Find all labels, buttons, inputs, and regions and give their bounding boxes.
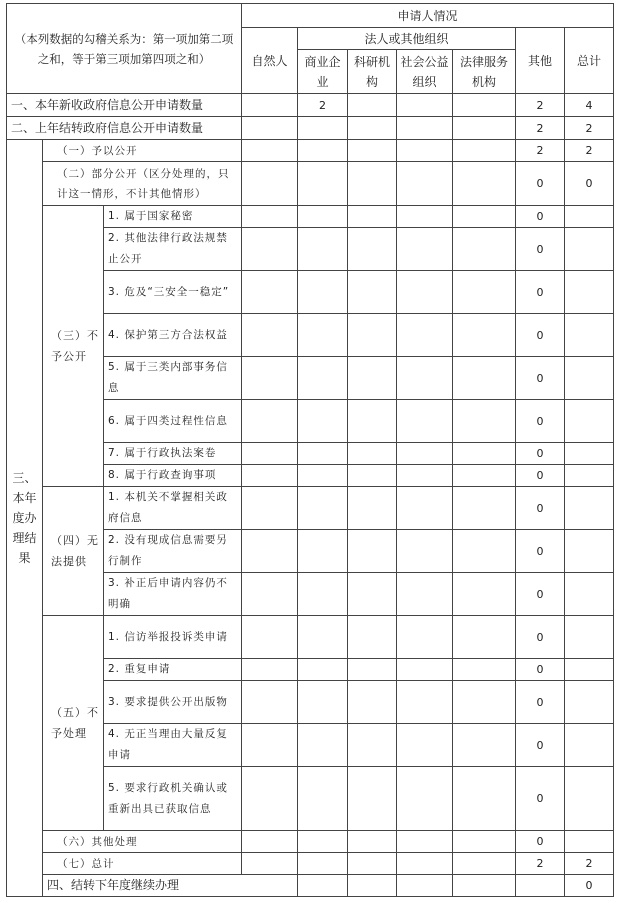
- cell-natural: [242, 314, 298, 357]
- cell-legal: [453, 400, 516, 443]
- cell-commercial: [348, 875, 397, 897]
- cell-legal: [453, 228, 516, 271]
- cell-natural: [242, 162, 298, 206]
- row-other-processing: [7, 831, 614, 853]
- cell-research: [348, 443, 397, 465]
- cell-research: [397, 875, 453, 897]
- cell-commercial: [298, 117, 348, 140]
- cell-natural: [242, 831, 298, 853]
- cell-natural: [242, 530, 298, 573]
- cell-legal: [453, 117, 516, 140]
- cell-other: 0: [516, 206, 565, 228]
- cell-social: [397, 206, 453, 228]
- group-unable-label: （四）无法提供: [43, 487, 104, 616]
- cell-legal: [453, 443, 516, 465]
- cell-social: [397, 659, 453, 681]
- cell-commercial: [298, 465, 348, 487]
- cell-research: [348, 206, 397, 228]
- cell-natural: [242, 724, 298, 767]
- cell-legal: [453, 767, 516, 831]
- cell-natural: [242, 443, 298, 465]
- cell-natural: [242, 487, 298, 530]
- cell-social: [397, 94, 453, 117]
- cell-other: 0: [516, 465, 565, 487]
- row-label: 3. 危及“三安全一稳定”: [104, 271, 242, 314]
- cell-commercial: [298, 487, 348, 530]
- total-header: 总计: [565, 28, 614, 94]
- cell-research: [348, 357, 397, 400]
- cell-natural: [242, 228, 298, 271]
- cell-total: 0: [565, 162, 614, 206]
- cell-commercial: [298, 573, 348, 616]
- cell-research: [348, 140, 397, 162]
- cell-natural: [242, 271, 298, 314]
- research-header: 科研机构: [348, 50, 397, 94]
- cell-commercial: [298, 228, 348, 271]
- cell-other: 0: [516, 314, 565, 357]
- cell-total: 4: [565, 94, 614, 117]
- row-disclosed: [7, 140, 614, 162]
- cell-commercial: [298, 724, 348, 767]
- cell-legal: [453, 724, 516, 767]
- cell-legal: [453, 357, 516, 400]
- cell-social: [397, 724, 453, 767]
- cell-research: [348, 681, 397, 724]
- cell-natural: [242, 853, 298, 875]
- cell-total: [565, 443, 614, 465]
- cell-total: [565, 573, 614, 616]
- cell-social: [397, 400, 453, 443]
- cell-research: [348, 659, 397, 681]
- cell-other: 0: [516, 659, 565, 681]
- cell-other: 0: [516, 831, 565, 853]
- cell-social: [397, 487, 453, 530]
- cell-legal: [453, 681, 516, 724]
- note-cell: （本列数据的勾稽关系为：第一项加第二项之和，等于第三项加第四项之和）: [7, 4, 242, 94]
- row-section-total: [7, 853, 614, 875]
- row-partially-disclosed: [7, 162, 614, 206]
- cell-legal: [453, 616, 516, 659]
- cell-natural: [298, 875, 348, 897]
- cell-total: 2: [565, 853, 614, 875]
- cell-social: [397, 228, 453, 271]
- cell-research: [348, 117, 397, 140]
- row-new-requests: [7, 94, 614, 117]
- legal-org-header: 法人或其他组织: [298, 28, 516, 50]
- cell-natural: [242, 616, 298, 659]
- row-not-processed-1: [7, 616, 614, 659]
- cell-commercial: [298, 530, 348, 573]
- cell-other: 0: [516, 443, 565, 465]
- cell-other: 0: [516, 162, 565, 206]
- cell-total: [565, 271, 614, 314]
- other-header: 其他: [516, 28, 565, 94]
- cell-other: 0: [565, 875, 614, 897]
- cell-total: [565, 831, 614, 853]
- row-label: 1. 属于国家秘密: [104, 206, 242, 228]
- row-label: 8. 属于行政查询事项: [104, 465, 242, 487]
- cell-total: [565, 465, 614, 487]
- cell-other: 2: [516, 94, 565, 117]
- cell-total: [565, 314, 614, 357]
- cell-other: 0: [516, 357, 565, 400]
- cell-social: [397, 357, 453, 400]
- cell-other: 0: [516, 487, 565, 530]
- cell-legal: [453, 831, 516, 853]
- cell-total: 2: [565, 117, 614, 140]
- cell-other: 0: [516, 530, 565, 573]
- cell-legal: [453, 162, 516, 206]
- cell-social: [397, 767, 453, 831]
- social-header: 社会公益组织: [397, 50, 453, 94]
- row-label: （一）予以公开: [43, 140, 242, 162]
- group-not-processed-label: （五）不予处理: [43, 616, 104, 831]
- cell-commercial: [298, 681, 348, 724]
- cell-social: [397, 314, 453, 357]
- cell-social: [397, 271, 453, 314]
- cell-research: [348, 573, 397, 616]
- cell-commercial: [298, 767, 348, 831]
- cell-other: 0: [516, 724, 565, 767]
- cell-social: [397, 616, 453, 659]
- cell-commercial: [298, 616, 348, 659]
- cell-natural: [242, 117, 298, 140]
- cell-commercial: [298, 659, 348, 681]
- cell-research: [348, 271, 397, 314]
- cell-research: [348, 228, 397, 271]
- cell-total: [565, 400, 614, 443]
- row-label: 二、上年结转政府信息公开申请数量: [7, 117, 242, 140]
- cell-commercial: 2: [298, 94, 348, 117]
- cell-research: [348, 530, 397, 573]
- row-label: 四、结转下年度继续办理: [43, 875, 298, 897]
- cell-research: [348, 767, 397, 831]
- row-carried-requests: [7, 117, 614, 140]
- group-not-disclosed-label: （三）不予公开: [43, 206, 104, 487]
- cell-legal: [453, 487, 516, 530]
- cell-legal: [516, 875, 565, 897]
- cell-other: 0: [516, 681, 565, 724]
- cell-social: [397, 443, 453, 465]
- section-3-label: 三、本年度办理结果: [7, 140, 43, 897]
- cell-social: [397, 530, 453, 573]
- row-label: 2. 其他法律行政法规禁止公开: [104, 228, 242, 271]
- row-label: 2. 重复申请: [104, 659, 242, 681]
- row-label: 5. 要求行政机关确认或重新出具已获取信息: [104, 767, 242, 831]
- cell-total: [565, 530, 614, 573]
- cell-legal: [453, 530, 516, 573]
- cell-research: [348, 724, 397, 767]
- cell-natural: [242, 465, 298, 487]
- cell-natural: [242, 357, 298, 400]
- cell-total: [565, 681, 614, 724]
- cell-commercial: [298, 162, 348, 206]
- row-label: 2. 没有现成信息需要另行制作: [104, 530, 242, 573]
- applicant-header: 申请人情况: [242, 4, 614, 28]
- cell-research: [348, 616, 397, 659]
- cell-commercial: [298, 271, 348, 314]
- cell-other: 0: [516, 271, 565, 314]
- row-unable-1: [7, 487, 614, 530]
- row-label: 4. 无正当理由大量反复申请: [104, 724, 242, 767]
- row-label: 3. 补正后申请内容仍不明确: [104, 573, 242, 616]
- cell-commercial: [298, 443, 348, 465]
- row-label: 1. 本机关不掌握相关政府信息: [104, 487, 242, 530]
- cell-social: [453, 875, 516, 897]
- row-carry-forward: [7, 875, 614, 897]
- cell-legal: [453, 271, 516, 314]
- cell-other: 0: [516, 767, 565, 831]
- row-label: 5. 属于三类内部事务信息: [104, 357, 242, 400]
- cell-social: [397, 573, 453, 616]
- cell-legal: [453, 573, 516, 616]
- cell-natural: [242, 681, 298, 724]
- cell-total: [565, 487, 614, 530]
- cell-research: [348, 465, 397, 487]
- cell-legal: [453, 94, 516, 117]
- cell-social: [397, 853, 453, 875]
- natural-person-header: 自然人: [242, 28, 298, 94]
- cell-total: [565, 724, 614, 767]
- cell-commercial: [298, 831, 348, 853]
- cell-social: [397, 140, 453, 162]
- cell-natural: [242, 94, 298, 117]
- commercial-header: 商业企业: [298, 50, 348, 94]
- cell-other: 0: [516, 228, 565, 271]
- row-label: （六）其他处理: [43, 831, 242, 853]
- cell-research: [348, 487, 397, 530]
- cell-total: [565, 228, 614, 271]
- cell-natural: [242, 140, 298, 162]
- cell-commercial: [298, 314, 348, 357]
- cell-research: [348, 314, 397, 357]
- cell-research: [348, 400, 397, 443]
- cell-natural: [242, 206, 298, 228]
- cell-legal: [453, 314, 516, 357]
- disclosure-statistics-table: [6, 3, 614, 897]
- cell-legal: [453, 140, 516, 162]
- cell-commercial: [298, 400, 348, 443]
- cell-other: 2: [516, 140, 565, 162]
- cell-social: [397, 681, 453, 724]
- row-label: 1. 信访举报投诉类申请: [104, 616, 242, 659]
- cell-total: [565, 357, 614, 400]
- cell-legal: [453, 853, 516, 875]
- cell-social: [397, 831, 453, 853]
- row-label: 一、本年新收政府信息公开申请数量: [7, 94, 242, 117]
- cell-total: [565, 206, 614, 228]
- cell-other: 2: [516, 853, 565, 875]
- cell-natural: [242, 400, 298, 443]
- cell-legal: [453, 465, 516, 487]
- cell-social: [397, 117, 453, 140]
- disclosure-table-container: [6, 3, 614, 897]
- cell-research: [348, 853, 397, 875]
- row-label: （七）总计: [43, 853, 242, 875]
- cell-legal: [453, 206, 516, 228]
- cell-commercial: [298, 140, 348, 162]
- cell-natural: [242, 573, 298, 616]
- cell-other: 0: [516, 573, 565, 616]
- cell-commercial: [298, 853, 348, 875]
- cell-research: [348, 94, 397, 117]
- cell-research: [348, 162, 397, 206]
- row-label: 7. 属于行政执法案卷: [104, 443, 242, 465]
- cell-natural: [242, 767, 298, 831]
- row-label: 4. 保护第三方合法权益: [104, 314, 242, 357]
- cell-total: [565, 659, 614, 681]
- row-not-disclosed-1: [7, 206, 614, 228]
- cell-total: [565, 767, 614, 831]
- cell-social: [397, 162, 453, 206]
- cell-total: 2: [565, 140, 614, 162]
- cell-other: 2: [516, 117, 565, 140]
- cell-other: 0: [516, 616, 565, 659]
- cell-natural: [242, 659, 298, 681]
- legal-service-header: 法律服务机构: [453, 50, 516, 94]
- cell-commercial: [298, 357, 348, 400]
- cell-commercial: [298, 206, 348, 228]
- cell-social: [397, 465, 453, 487]
- cell-research: [348, 831, 397, 853]
- row-label: 3. 要求提供公开出版物: [104, 681, 242, 724]
- row-label: （二）部分公开（区分处理的，只计这一情形，不计其他情形）: [43, 162, 242, 206]
- cell-total: [565, 616, 614, 659]
- cell-legal: [453, 659, 516, 681]
- row-label: 6. 属于四类过程性信息: [104, 400, 242, 443]
- header-row-1: [7, 4, 614, 28]
- cell-other: 0: [516, 400, 565, 443]
